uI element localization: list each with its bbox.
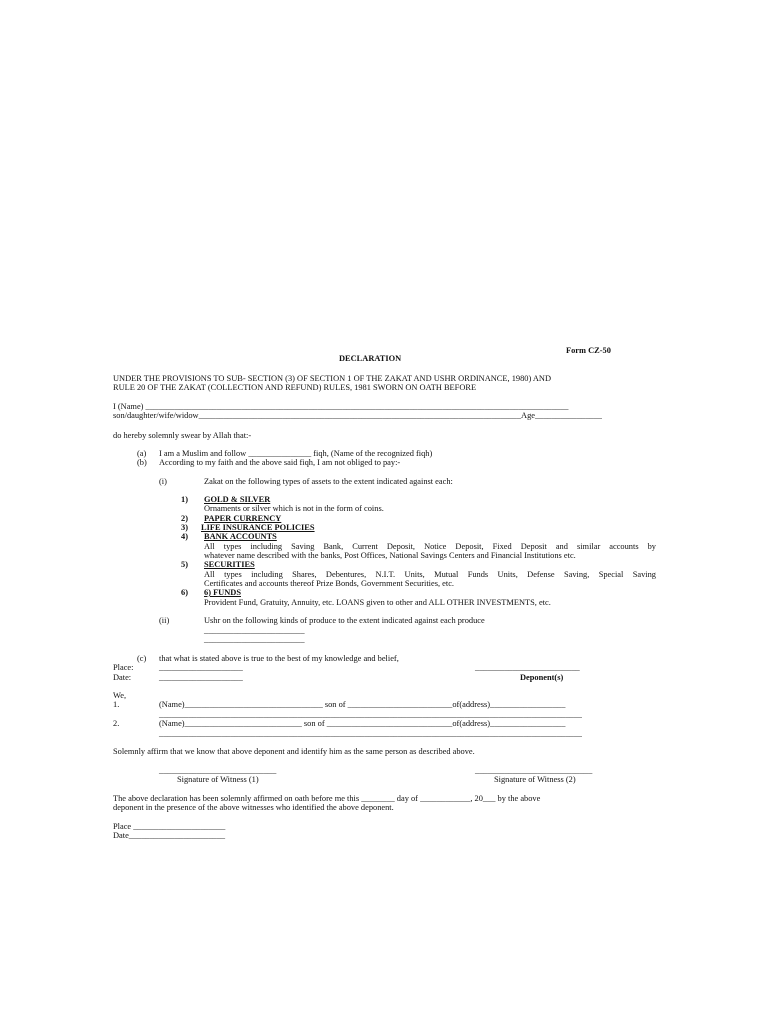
asset-3-title: LIFE INSURANCE POLICIES xyxy=(201,523,315,532)
witness-2-signature-line: ____________________________ xyxy=(475,766,593,775)
asset-6-title: 6) FUNDS xyxy=(204,588,241,597)
produce-blank-line-1: ________________________ xyxy=(204,626,305,635)
name-field-line: I (Name) _____________________________________________________________________________________________________ xyxy=(113,402,569,411)
relation-field-line: son/daughter/wife/widow_____________________________________________________________________________Age________________ xyxy=(113,411,602,420)
date-blank: ____________________ xyxy=(159,673,243,682)
oath-statement-line-2: deponent in the presence of the above witnesses who identified the above deponent. xyxy=(113,803,394,812)
asset-5-description-line-1: All types including Shares, Debentures, N.I.T. Units, Mutual Funds Units, Defense Saving, Special Saving xyxy=(204,570,656,579)
we-label: We, xyxy=(113,691,127,700)
place-blank: ____________________ xyxy=(159,663,243,672)
witness-1-number: 1. xyxy=(113,700,120,709)
clause-c-marker: (c) xyxy=(137,654,147,663)
form-title: DECLARATION xyxy=(339,354,402,363)
witness-2-details-line: (Name)____________________________ son of ______________________________of(address)__________________ xyxy=(159,719,566,728)
produce-blank-line-2: ________________________ xyxy=(204,635,305,644)
clause-b-marker: (b) xyxy=(137,458,147,467)
asset-4-number: 4) xyxy=(181,532,188,541)
preamble-line-1: UNDER THE PROVISIONS TO SUB- SECTION (3) OF SECTION 1 OF THE ZAKAT AND USHR ORDINANCE, 1980) AND xyxy=(113,374,552,383)
footer-place-line: Place ______________________ xyxy=(113,822,226,831)
asset-2-number: 2) xyxy=(181,514,188,523)
asset-1-title: GOLD & SILVER xyxy=(204,495,271,504)
sub-i-marker: (i) xyxy=(159,477,167,486)
asset-1-description: Ornaments or silver which is not in the form of coins. xyxy=(204,504,384,513)
witness-2-number: 2. xyxy=(113,719,120,728)
asset-5-number: 5) xyxy=(181,560,188,569)
witness-2-signature-label: Signature of Witness (2) xyxy=(494,775,576,784)
asset-4-description-line-2: whatever name described with the banks, Post Offices, National Savings Centers and Financial Institutions etc. xyxy=(204,551,576,560)
asset-1-number: 1) xyxy=(181,495,188,504)
witness-1-signature-label: Signature of Witness (1) xyxy=(177,775,259,784)
asset-5-title: SECURITIES xyxy=(204,560,255,569)
sub-i-text: Zakat on the following types of assets to the extent indicated against each: xyxy=(204,477,453,486)
sub-ii-text: Ushr on the following kinds of produce to the extent indicated against each produce xyxy=(204,616,485,625)
deponent-label: Deponent(s) xyxy=(520,673,564,682)
asset-4-description-line-1: All types including Saving Bank, Current Deposit, Notice Deposit, Fixed Deposit and similar accounts by xyxy=(204,542,656,551)
asset-6-description: Provident Fund, Gratuity, Annuity, etc. LOANS given to other and ALL OTHER INVESTMENTS, etc. xyxy=(204,598,551,607)
asset-6-number: 6) xyxy=(181,588,188,597)
asset-2-title: PAPER CURRENCY xyxy=(204,514,282,523)
asset-5-description-line-2: Certificates and accounts thereof Prize Bonds, Government Securities, etc. xyxy=(204,579,455,588)
oath-statement-line-1: The above declaration has been solemnly affirmed on oath before me this ________ day of ____________, 20___ by the above xyxy=(113,794,541,803)
form-code: Form CZ-50 xyxy=(566,346,611,355)
asset-3-number: 3) xyxy=(181,523,188,532)
witness-2-address-line: _____________________________________________________________________________________________________ xyxy=(159,729,582,738)
witness-1-address-line: _____________________________________________________________________________________________________ xyxy=(159,710,582,719)
footer-date-line: Date_______________________ xyxy=(113,831,226,840)
preamble-line-2: RULE 20 OF THE ZAKAT (COLLECTION AND REFUND) RULES, 1981 SWORN ON OATH BEFORE xyxy=(113,383,477,392)
swear-statement: do hereby solemnly swear by Allah that:- xyxy=(113,431,252,440)
deponent-signature-line: _________________________ xyxy=(475,663,580,672)
clause-c-text: that what is stated above is true to the best of my knowledge and belief, xyxy=(159,654,399,663)
clause-a-text: I am a Muslim and follow _______________ fiqh, (Name of the recognized fiqh) xyxy=(159,449,433,458)
affirmation-statement: Solemnly affirm that we know that above deponent and identify him as the same person as described above. xyxy=(113,747,475,756)
date-label: Date: xyxy=(113,673,132,682)
asset-4-title: BANK ACCOUNTS xyxy=(204,532,277,541)
clause-b-text: According to my faith and the above said fiqh, I am not obliged to pay:- xyxy=(159,458,401,467)
place-label: Place: xyxy=(113,663,134,672)
witness-1-details-line: (Name)_________________________________ son of _________________________of(address)__________________ xyxy=(159,700,566,709)
witness-1-signature-line: ____________________________ xyxy=(159,766,277,775)
clause-a-marker: (a) xyxy=(137,449,147,458)
sub-ii-marker: (ii) xyxy=(159,616,170,625)
